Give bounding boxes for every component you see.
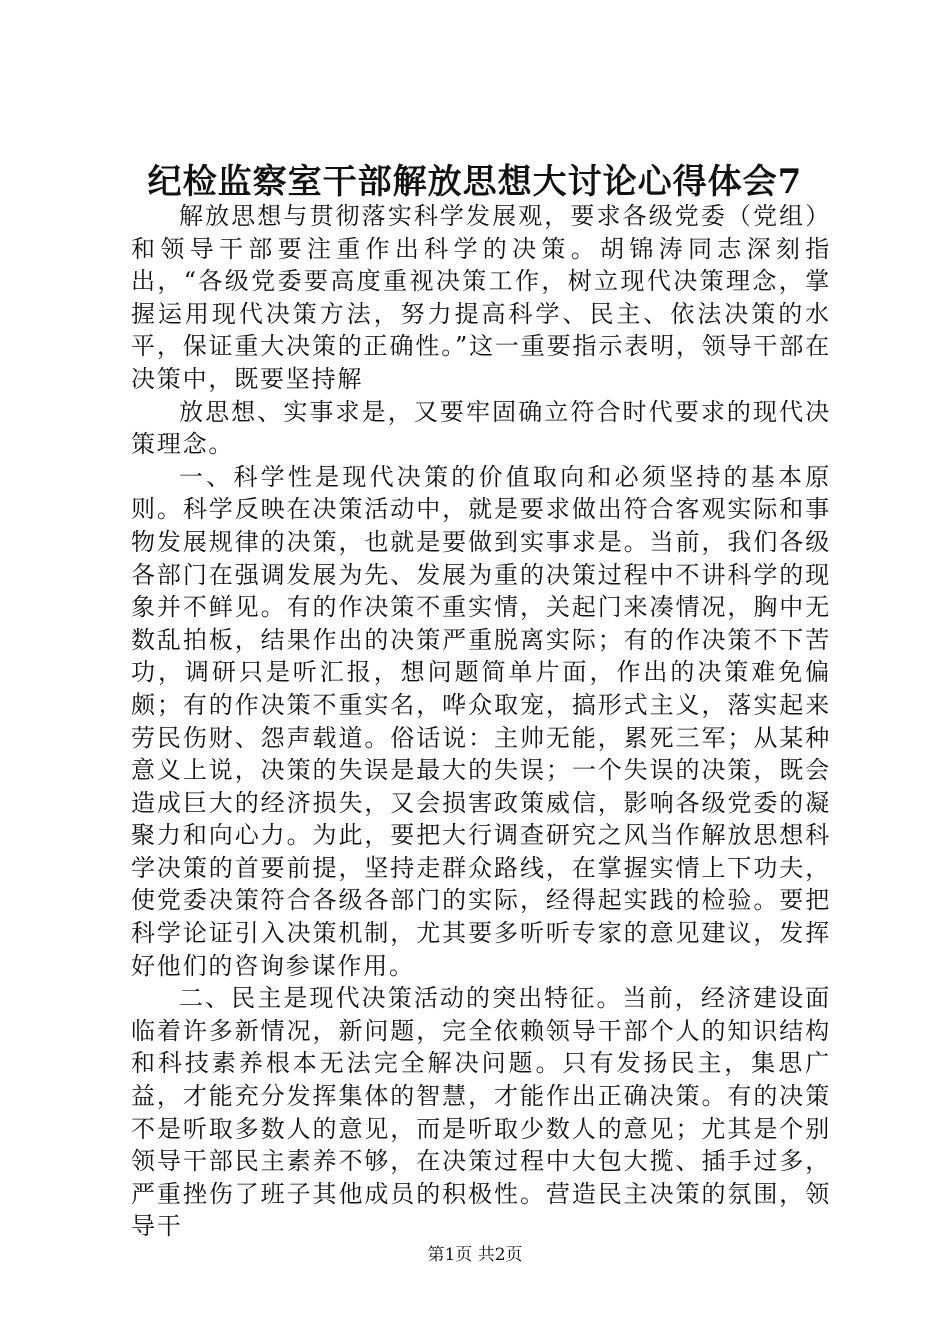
page-number-footer: 第1页 共2页 [427, 1245, 523, 1265]
paragraph-section-two: 二、民主是现代决策活动的突出特征。当前，经济建设面临着许多新情况，新问题，完全依赖领导干部个人的知识结构和科技素养根本无法完全解决问题。只有发扬民主，集思广益，才能充分发挥集体的智慧，才能作出正确决策。有的决策不是听取多数人的意见，而是听取少数人的意见；尤其是个别领导干部民主素养不够，在决策过程中大包大揽、插手过多，严重挫伤了班子其他成员的积极性。营造民主决策的氛围，领导干 [131, 984, 831, 1241]
paragraph-section-one: 一、科学性是现代决策的价值取向和必须坚持的基本原则。科学反映在决策活动中，就是要求做出符合客观实际和事物发展规律的决策，也就是要做到实事求是。当前，我们各级各部门在强调发展为先、发展为重的决策过程中不讲科学的现象并不鲜见。有的作决策不重实情，关起门来凑情况，胸中无数乱拍板，结果作出的决策严重脱离实际；有的作决策不下苦功，调研只是听汇报，想问题简单片面，作出的决策难免偏颇；有的作决策不重实名，哗众取宠，搞形式主义，落实起来劳民伤财、怨声载道。俗话说：主帅无能，累死三军；从某种意义上说，决策的失误是最大的失误；一个失误的决策，既会造成巨大的经济损失，又会损害政策威信，影响各级党委的凝聚力和向心力。为此，要把大行调查研究之风当作解放思想科学决策的首要前提，坚持走群众路线，在掌握实情上下功夫，使党委决策符合各级各部门的实际，经得起实践的检验。要把科学论证引入决策机制，尤其要多听听专家的意见建议，发挥好他们的咨询参谋作用。 [131, 462, 831, 980]
paragraph-intro: 解放思想与贯彻落实科学发展观，要求各级党委（党组）和领导干部要注重作出科学的决策。胡锦涛同志深刻指出，“各级党委要高度重视决策工作，树立现代决策理念，掌握运用现代决策方法，努力提高科学、民主、依法决策的水平，保证重大决策的正确性。”这一重要指示表明，领导干部在决策中，既要坚持解 [131, 202, 831, 393]
paragraph-intro-continued: 放思想、实事求是，又要牢固确立符合时代要求的现代决策理念。 [131, 397, 831, 459]
document-body [131, 200, 831, 1243]
document-title: 纪检监察室干部解放思想大讨论心得体会7 [147, 162, 803, 202]
